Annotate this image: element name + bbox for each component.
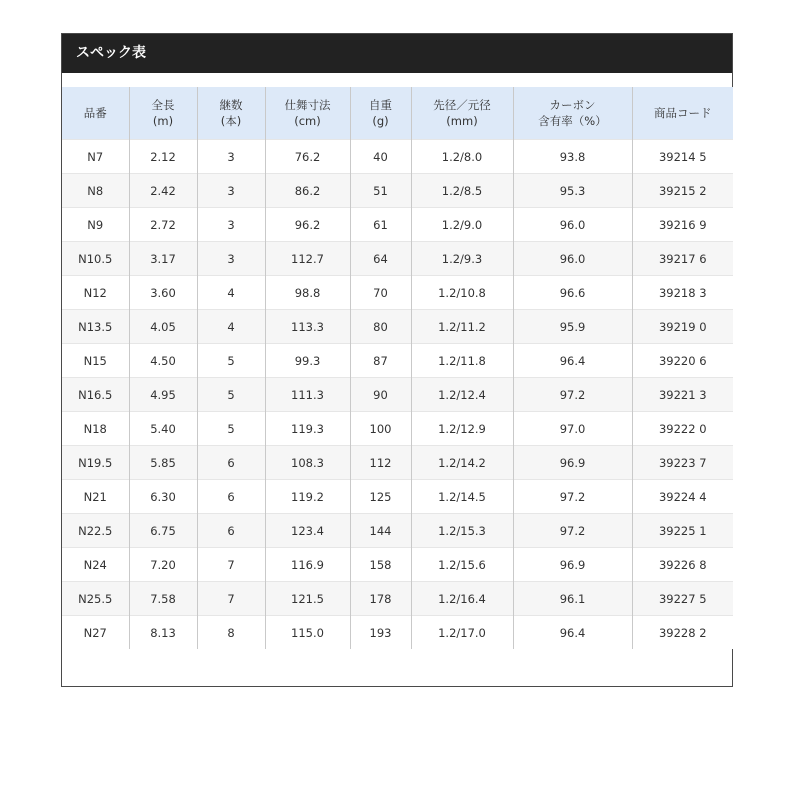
header-product-code (632, 87, 733, 140)
cell-tip-butt-diameter: 1.2/8.0 (411, 140, 513, 174)
cell-tip-butt-diameter: 1.2/9.0 (411, 208, 513, 242)
cell-tip-butt-diameter: 1.2/14.5 (411, 480, 513, 514)
cell-tip-butt-diameter: 1.2/12.9 (411, 412, 513, 446)
cell-carbon-content: 97.0 (513, 412, 632, 446)
header-length-label: 全長 (151, 98, 175, 112)
spec-panel (61, 33, 733, 687)
cell-product-code: 39223 7 (632, 446, 733, 480)
cell-closed-length: 112.7 (265, 242, 350, 276)
cell-product-code: 39214 5 (632, 140, 733, 174)
cell-length: 6.75 (129, 514, 197, 548)
cell-weight: 51 (350, 174, 411, 208)
cell-tip-butt-diameter: 1.2/9.3 (411, 242, 513, 276)
cell-model: N21 (62, 480, 129, 514)
cell-carbon-content: 96.1 (513, 582, 632, 616)
cell-closed-length: 116.9 (265, 548, 350, 582)
cell-carbon-content: 97.2 (513, 514, 632, 548)
cell-product-code: 39220 6 (632, 344, 733, 378)
cell-closed-length: 86.2 (265, 174, 350, 208)
cell-weight: 178 (350, 582, 411, 616)
table-row (62, 242, 733, 276)
cell-sections: 7 (197, 548, 265, 582)
cell-model: N7 (62, 140, 129, 174)
table-row (62, 480, 733, 514)
cell-sections: 4 (197, 276, 265, 310)
cell-length: 4.50 (129, 344, 197, 378)
cell-carbon-content: 97.2 (513, 378, 632, 412)
cell-length: 5.40 (129, 412, 197, 446)
header-sections-label: 継数 (219, 98, 243, 112)
cell-tip-butt-diameter: 1.2/12.4 (411, 378, 513, 412)
cell-model: N13.5 (62, 310, 129, 344)
cell-length: 2.42 (129, 174, 197, 208)
cell-sections: 4 (197, 310, 265, 344)
spec-table-wrapper (62, 87, 732, 649)
cell-weight: 144 (350, 514, 411, 548)
cell-model: N9 (62, 208, 129, 242)
header-weight-label: 自重 (369, 98, 392, 112)
cell-length: 8.13 (129, 616, 197, 650)
cell-carbon-content: 96.9 (513, 446, 632, 480)
cell-tip-butt-diameter: 1.2/16.4 (411, 582, 513, 616)
cell-weight: 158 (350, 548, 411, 582)
table-row (62, 616, 733, 650)
header-weight-unit: (g) (372, 114, 389, 128)
header-sections (197, 87, 265, 140)
cell-weight: 125 (350, 480, 411, 514)
cell-weight: 64 (350, 242, 411, 276)
cell-weight: 100 (350, 412, 411, 446)
table-header-row (62, 87, 733, 140)
cell-closed-length: 96.2 (265, 208, 350, 242)
header-length (129, 87, 197, 140)
table-row (62, 276, 733, 310)
cell-closed-length: 119.2 (265, 480, 350, 514)
cell-closed-length: 98.8 (265, 276, 350, 310)
cell-closed-length: 123.4 (265, 514, 350, 548)
cell-sections: 5 (197, 378, 265, 412)
cell-carbon-content: 97.2 (513, 480, 632, 514)
cell-model: N24 (62, 548, 129, 582)
cell-model: N12 (62, 276, 129, 310)
table-row (62, 208, 733, 242)
cell-length: 6.30 (129, 480, 197, 514)
cell-closed-length: 108.3 (265, 446, 350, 480)
table-row (62, 310, 733, 344)
header-closed-length (265, 87, 350, 140)
cell-product-code: 39226 8 (632, 548, 733, 582)
cell-closed-length: 119.3 (265, 412, 350, 446)
header-carbon-content (513, 87, 632, 140)
header-model-label: 品番 (83, 106, 107, 120)
cell-length: 7.58 (129, 582, 197, 616)
cell-carbon-content: 95.9 (513, 310, 632, 344)
cell-length: 4.95 (129, 378, 197, 412)
cell-product-code: 39222 0 (632, 412, 733, 446)
cell-carbon-content: 95.3 (513, 174, 632, 208)
cell-weight: 80 (350, 310, 411, 344)
cell-weight: 61 (350, 208, 411, 242)
cell-sections: 6 (197, 446, 265, 480)
cell-sections: 7 (197, 582, 265, 616)
cell-tip-butt-diameter: 1.2/10.8 (411, 276, 513, 310)
cell-closed-length: 76.2 (265, 140, 350, 174)
cell-sections: 5 (197, 344, 265, 378)
cell-weight: 70 (350, 276, 411, 310)
cell-product-code: 39224 4 (632, 480, 733, 514)
cell-carbon-content: 96.0 (513, 208, 632, 242)
cell-sections: 6 (197, 480, 265, 514)
spec-table (62, 87, 733, 649)
cell-product-code: 39228 2 (632, 616, 733, 650)
cell-weight: 87 (350, 344, 411, 378)
cell-model: N8 (62, 174, 129, 208)
cell-product-code: 39225 1 (632, 514, 733, 548)
cell-tip-butt-diameter: 1.2/11.2 (411, 310, 513, 344)
table-row (62, 582, 733, 616)
table-row (62, 514, 733, 548)
cell-closed-length: 99.3 (265, 344, 350, 378)
cell-weight: 90 (350, 378, 411, 412)
cell-sections: 3 (197, 242, 265, 276)
header-tip-butt-diameter-label: 先径／元径 (433, 98, 491, 112)
cell-length: 3.17 (129, 242, 197, 276)
header-tip-butt-diameter (411, 87, 513, 140)
cell-tip-butt-diameter: 1.2/15.6 (411, 548, 513, 582)
header-length-unit: (m) (152, 114, 174, 128)
table-row (62, 140, 733, 174)
cell-closed-length: 111.3 (265, 378, 350, 412)
cell-sections: 5 (197, 412, 265, 446)
cell-length: 5.85 (129, 446, 197, 480)
cell-tip-butt-diameter: 1.2/14.2 (411, 446, 513, 480)
cell-model: N22.5 (62, 514, 129, 548)
header-carbon-content-label: カーボン (549, 98, 596, 112)
cell-model: N10.5 (62, 242, 129, 276)
cell-sections: 8 (197, 616, 265, 650)
table-row (62, 446, 733, 480)
cell-length: 3.60 (129, 276, 197, 310)
cell-model: N15 (62, 344, 129, 378)
table-body (62, 140, 733, 650)
cell-product-code: 39215 2 (632, 174, 733, 208)
table-row (62, 174, 733, 208)
header-weight (350, 87, 411, 140)
header-tip-butt-diameter-unit: (mm) (446, 114, 478, 128)
cell-sections: 3 (197, 140, 265, 174)
cell-carbon-content: 96.6 (513, 276, 632, 310)
header-model (62, 87, 129, 140)
table-row (62, 378, 733, 412)
cell-weight: 112 (350, 446, 411, 480)
table-row (62, 548, 733, 582)
cell-closed-length: 115.0 (265, 616, 350, 650)
cell-model: N16.5 (62, 378, 129, 412)
cell-weight: 193 (350, 616, 411, 650)
cell-tip-butt-diameter: 1.2/17.0 (411, 616, 513, 650)
cell-model: N19.5 (62, 446, 129, 480)
cell-length: 2.12 (129, 140, 197, 174)
cell-length: 7.20 (129, 548, 197, 582)
table-row (62, 412, 733, 446)
cell-model: N18 (62, 412, 129, 446)
cell-sections: 6 (197, 514, 265, 548)
cell-sections: 3 (197, 174, 265, 208)
cell-product-code: 39216 9 (632, 208, 733, 242)
cell-closed-length: 121.5 (265, 582, 350, 616)
cell-tip-butt-diameter: 1.2/11.8 (411, 344, 513, 378)
cell-carbon-content: 96.0 (513, 242, 632, 276)
cell-weight: 40 (350, 140, 411, 174)
cell-length: 2.72 (129, 208, 197, 242)
header-closed-length-label: 仕舞寸法 (284, 98, 331, 112)
cell-sections: 3 (197, 208, 265, 242)
cell-product-code: 39221 3 (632, 378, 733, 412)
cell-model: N27 (62, 616, 129, 650)
panel-title: スペック表 (62, 34, 732, 73)
cell-carbon-content: 96.4 (513, 344, 632, 378)
cell-product-code: 39217 6 (632, 242, 733, 276)
cell-closed-length: 113.3 (265, 310, 350, 344)
cell-length: 4.05 (129, 310, 197, 344)
cell-tip-butt-diameter: 1.2/8.5 (411, 174, 513, 208)
header-carbon-content-unit: 含有率（%） (538, 114, 607, 128)
header-sections-unit: (本) (220, 114, 242, 128)
cell-carbon-content: 96.9 (513, 548, 632, 582)
cell-product-code: 39227 5 (632, 582, 733, 616)
cell-carbon-content: 96.4 (513, 616, 632, 650)
cell-product-code: 39218 3 (632, 276, 733, 310)
cell-product-code: 39219 0 (632, 310, 733, 344)
cell-model: N25.5 (62, 582, 129, 616)
header-closed-length-unit: (cm) (294, 114, 321, 128)
cell-tip-butt-diameter: 1.2/15.3 (411, 514, 513, 548)
cell-carbon-content: 93.8 (513, 140, 632, 174)
header-product-code-label: 商品コード (654, 106, 712, 120)
table-row (62, 344, 733, 378)
